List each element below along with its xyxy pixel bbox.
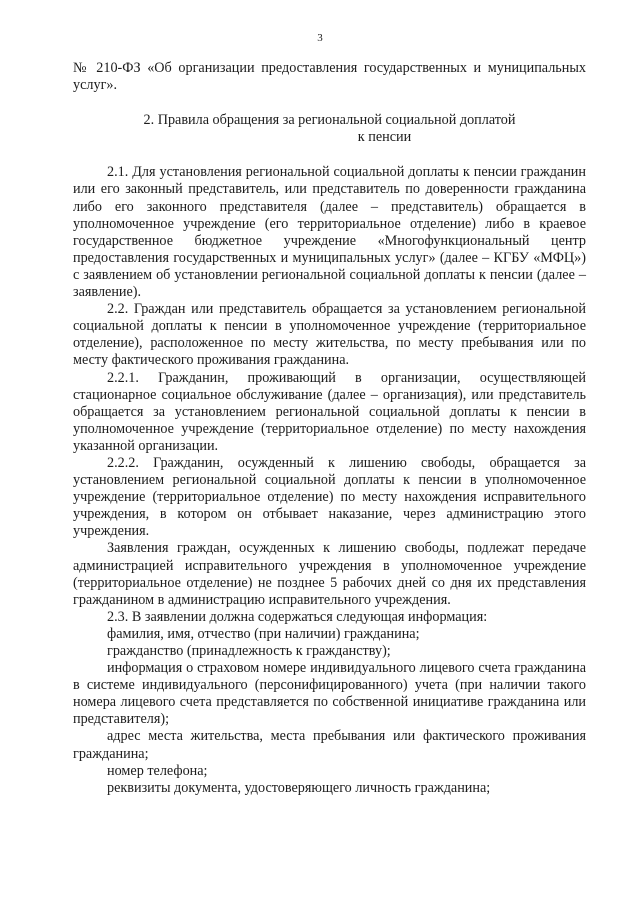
section-heading	[73, 112, 586, 146]
paragraph-2-2-2: 2.2.2. Гражданин, осужденный к лишению свободы, обращается за установлением региональной социальной доплаты к пенсии в уполномоченное учреждение (территориальное отделение) по месту нахождения исправительного учреждения, в котором он отбывает наказание, через администрацию этого учреждения.	[73, 454, 586, 540]
list-item-phone: номер телефона;	[107, 762, 208, 779]
paragraph-2-3: 2.3. В заявлении должна содержаться следующая информация:	[107, 608, 488, 625]
list-item-citizenship: гражданство (принадлежность к гражданству);	[107, 643, 391, 659]
list-item-address: адрес места жительства, места пребывания или фактического проживания гражданина;	[73, 728, 586, 762]
paragraph-2-1: 2.1. Для установления региональной социальной доплаты к пенсии гражданин или его законный представитель, или представитель по доверенности гражданина либо его законного представителя (далее – представитель) обращается в уполномоченное учреждение (его территориальное отделение) либо в краевое государственное бюджетное учреждение «Многофункциональный центр предоставления государственных и муниципальных услуг» (далее – КГБУ «МФЦ») с заявлением об установлении региональной социальной доплаты к пенсии (далее – заявление).	[73, 164, 586, 301]
page-number: 3	[317, 32, 323, 44]
paragraph-2-2: 2.2. Граждан или представитель обращается за установлением региональной социальной доплаты к пенсии в уполномоченное учреждение (территориальное отделение), расположенное по месту жительства, по месту пребывания или по месту фактического проживания гражданина.	[73, 301, 586, 369]
document-body	[73, 60, 586, 797]
list-item-insurance-number: информация о страховом номере индивидуального лицевого счета гражданина в системе индивидуального (персонифицированного) учета (при наличии такого номера лицевого счета представляется по собственной инициативе гражданина или представителя);	[73, 660, 586, 728]
list-item-full-name: фамилия, имя, отчество (при наличии) гражданина;	[107, 625, 420, 642]
paragraph-2-2-1: 2.2.1. Гражданин, проживающий в организации, осуществляющей стационарное социальное обслуживание (далее – организация), или представитель обращается за установлением региональной социальной доплаты к пенсии в уполномоченное учреждение (территориальное отделение) по месту нахождения указанной организации.	[73, 369, 586, 454]
intro-paragraph: № 210-ФЗ «Об организации предоставления государственных и муниципальных услуг».	[73, 60, 586, 94]
paragraph-prisoner-applications: Заявления граждан, осужденных к лишению свободы, подлежат передаче администрацией исправительного учреждения в уполномоченное учреждение (территориальное отделение) не позднее 5 рабочих дней со дня их представления гражданином в администрацию исправительного учреждения.	[73, 540, 586, 608]
section-heading-line-2: к пенсии	[357, 129, 412, 146]
section-heading-line-1: 2. Правила обращения за региональной социальной доплатой	[143, 112, 516, 129]
list-item-identity-document: реквизиты документа, удостоверяющего личность гражданина;	[107, 779, 491, 796]
